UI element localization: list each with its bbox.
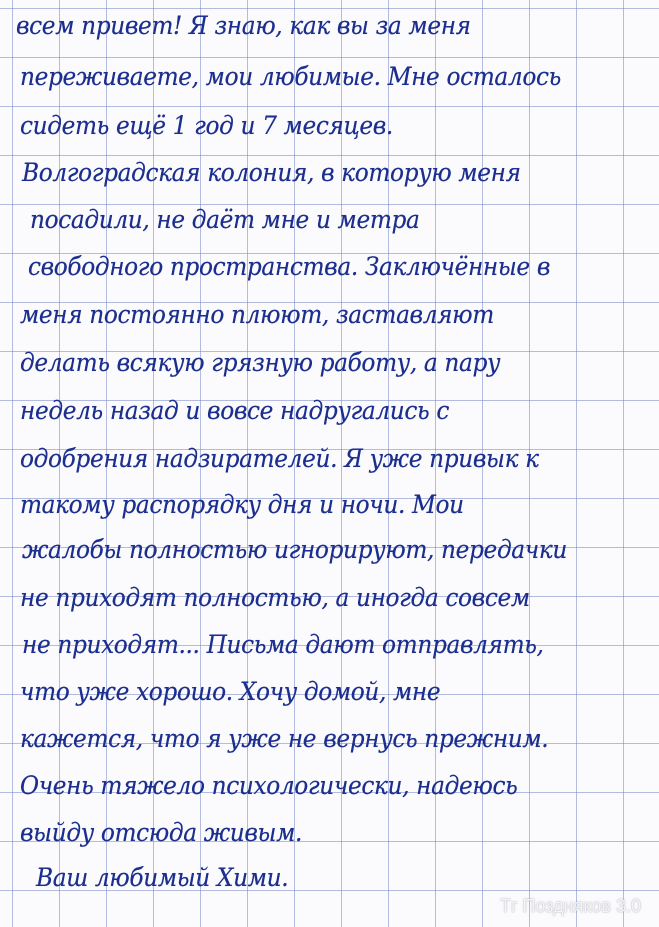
letter-line: не приходят полностью, а иногда совсем	[20, 583, 530, 612]
letter-line: свободного пространства. Заключённые в	[28, 252, 550, 281]
letter-line: Волгоградская колония, в которую меня	[22, 158, 521, 187]
letter-line: такому распорядку дня и ночи. Мои	[20, 490, 464, 519]
letter-line: посадили, не даёт мне и метра	[30, 205, 420, 234]
letter-line: жалобы полностью игнорируют, передачки	[22, 535, 568, 564]
letter-line: сидеть ещё 1 год и 7 месяцев.	[20, 111, 393, 140]
letter-line: выйду отсюда живым.	[20, 818, 303, 847]
letter-line: одобрения надзирателей. Я уже привык к	[20, 444, 539, 473]
letter-line: недель назад и вовсе надругались с	[20, 396, 449, 425]
letter-line: кажется, что я уже не вернусь прежним.	[20, 724, 549, 753]
letter-line: не приходят... Письма дают отправлять,	[22, 630, 544, 659]
letter-line: меня постоянно плюют, заставляют	[20, 300, 494, 329]
letter-line: Очень тяжело психологически, надеюсь	[20, 771, 518, 800]
letter-line: что уже хорошо. Хочу домой, мне	[20, 677, 441, 706]
letter-signature: Ваш любимый Хими.	[36, 863, 289, 892]
letter-line: всем привет! Я знаю, как вы за меня	[16, 11, 471, 40]
letter-line: переживаете, мои любимые. Мне осталось	[20, 62, 561, 91]
watermark: Tг Поздняков 3.0	[499, 896, 641, 916]
letter-line: делать всякую грязную работу, а пару	[20, 348, 501, 377]
